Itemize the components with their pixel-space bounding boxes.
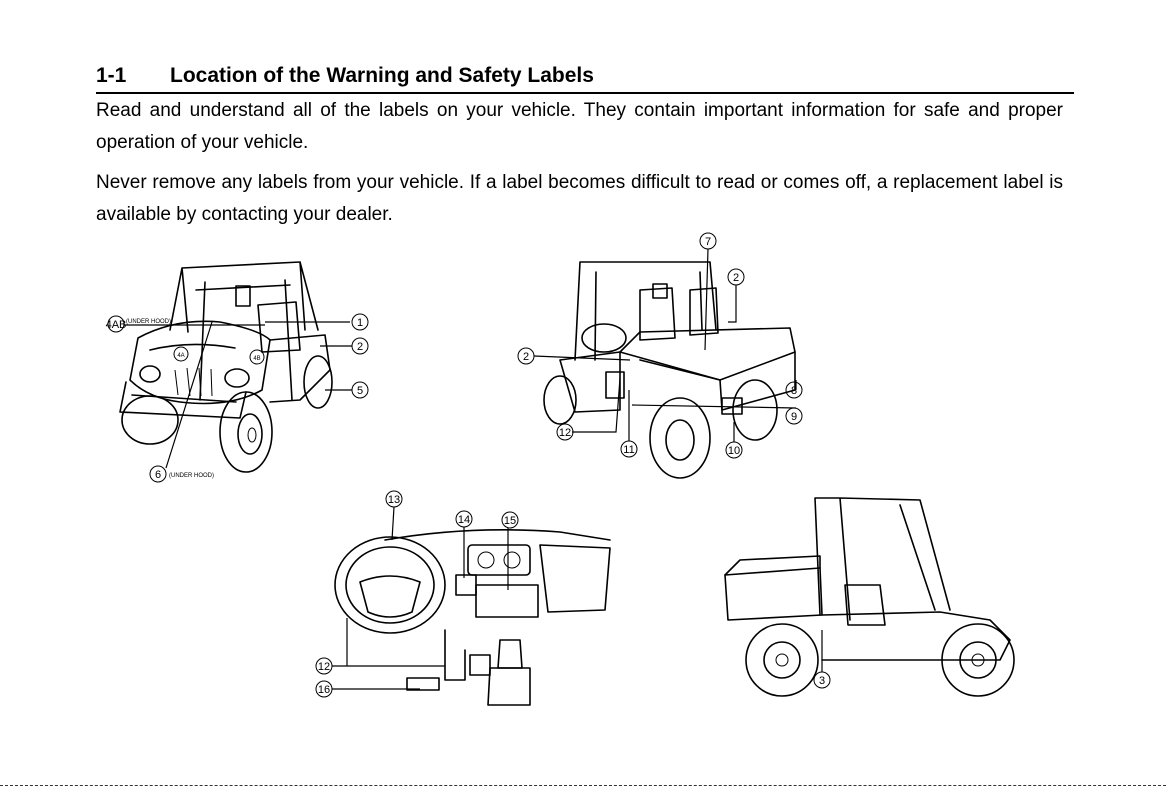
svg-text:16: 16 [317,684,331,696]
svg-text:9: 9 [790,411,798,423]
svg-text:12: 12 [317,661,331,673]
callout-6 [150,466,166,482]
callout-10 [726,442,742,458]
svg-text:10: 10 [727,445,741,457]
svg-text:2: 2 [732,272,740,284]
svg-text:3: 3 [818,675,826,687]
callout-16 [316,681,332,697]
svg-text:7: 7 [704,236,712,248]
callout-4b [250,350,264,364]
svg-text:4B: 4B [253,356,261,362]
svg-text:2: 2 [522,351,530,363]
section-number: 1-1 [96,64,127,87]
callout-14 [456,511,472,527]
dashboard-illustration [316,491,610,705]
svg-text:11: 11 [623,444,635,456]
svg-text:4A: 4A [177,353,185,359]
svg-text:6: 6 [154,469,162,481]
callout-4ab [106,316,127,332]
page-bottom-rule [0,785,1166,786]
svg-text:5: 5 [356,385,364,397]
callout-5 [352,382,368,398]
callout-15 [502,512,518,528]
rear-view-illustration [518,233,802,478]
callout-7 [700,233,716,249]
front-view-illustration [106,262,368,482]
svg-text:8: 8 [790,385,798,397]
svg-text:15: 15 [503,515,517,527]
callout-1 [352,314,368,330]
callout-2-side [518,348,534,364]
callout-9 [786,408,802,424]
callout-3 [814,672,830,688]
side-view-illustration [725,498,1014,696]
svg-text:1: 1 [356,317,364,329]
callout-4a [174,347,188,361]
callout-12-dash [316,658,332,674]
under-hood-note-6: (UNDER HOOD) [169,473,214,479]
svg-text:13: 13 [387,494,401,506]
section-title: Location of the Warning and Safety Labels [170,64,594,87]
paragraph-never-remove: Never remove any labels from your vehicle. If a label becomes difficult to read or comes off, a replacement label is available by contacting your dealer. [96,172,1063,225]
svg-text:14: 14 [457,514,471,526]
callout-12-rear [557,424,573,440]
callout-13 [386,491,402,507]
callout-11 [621,441,637,457]
under-hood-note-4ab: (UNDER HOOD) [126,319,171,325]
paragraph-read-labels: Read and understand all of the labels on your vehicle. They contain important information for safe and proper operation of your vehicle. [96,100,1063,153]
callout-8 [786,382,802,398]
callout-2 [352,338,368,354]
callout-2-bed [728,269,744,285]
svg-text:2: 2 [356,341,364,353]
svg-text:4AB: 4AB [105,319,127,331]
svg-text:12: 12 [558,427,572,439]
